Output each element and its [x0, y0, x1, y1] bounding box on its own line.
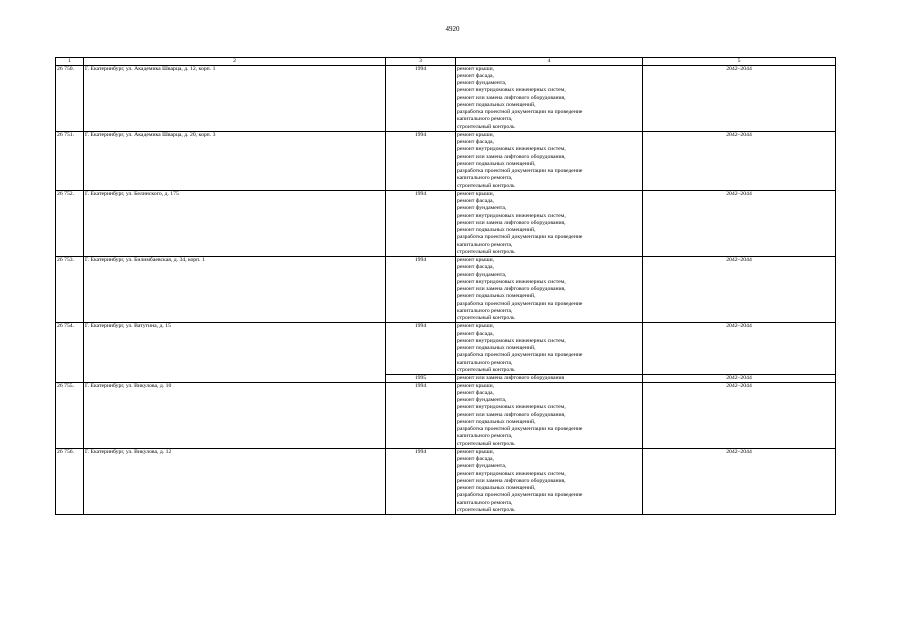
work-item: ремонт фасада, — [457, 389, 494, 396]
work-item: разработка проектной документации на проведение — [457, 234, 583, 241]
table-row — [56, 382, 836, 448]
column-header-3: 3 — [386, 58, 456, 66]
table-row — [56, 448, 836, 514]
work-item: разработка проектной документации на проведение — [457, 109, 583, 115]
work-item: ремонт крыши, — [457, 131, 495, 138]
work-item: ремонт фасада, — [457, 330, 494, 337]
table-body — [56, 58, 836, 515]
repair-period-cell: 2042–2044 — [643, 131, 836, 190]
work-item: строительный контроль — [457, 248, 515, 255]
repair-period-cell: 2042–2044 — [643, 190, 836, 256]
work-item: строительный контроль — [457, 506, 515, 513]
work-item: ремонт фундамента, — [457, 397, 507, 403]
work-item: ремонт подвальных помещений, — [457, 418, 536, 425]
repair-period-cell: 2042–2044 — [643, 448, 836, 514]
work-item: капитального ремонта, — [457, 359, 513, 366]
works-cell — [456, 375, 643, 383]
work-item: ремонт подвальных помещений, — [457, 345, 536, 351]
work-item: ремонт фундамента, — [457, 80, 507, 86]
work-item: ремонт крыши, — [457, 448, 495, 455]
address-cell: Г. Екатеринбург, ул. Викулова, д. 10 — [84, 382, 386, 448]
work-item: разработка проектной документации на проведение — [457, 426, 583, 432]
commission-year-cell: 1994 — [386, 190, 456, 256]
repair-period-cell: 2042–2044 — [643, 375, 836, 383]
repair-period-cell: 2042–2044 — [643, 257, 836, 323]
work-item: ремонт крыши, — [457, 323, 495, 330]
work-item: ремонт или замена лифтового оборудования, — [457, 411, 566, 418]
commission-year-cell: 1994 — [386, 382, 456, 448]
commission-year-cell: 1994 — [386, 448, 456, 514]
work-item: ремонт крыши, — [457, 382, 495, 389]
commission-year-cell: 1994 — [386, 131, 456, 190]
repair-period-cell: 2042–2044 — [643, 323, 836, 375]
work-item: строительный контроль — [457, 366, 515, 373]
work-item: ремонт или замена лифтового оборудования, — [457, 94, 566, 101]
works-cell — [456, 190, 643, 256]
work-item: ремонт внутридомовых инженерных систем, — [457, 470, 566, 477]
address-cell: Г. Екатеринбург, ул. Билимбаевская, д. 34, корп. 1 — [84, 257, 386, 323]
work-item: разработка проектной документации на проведение — [457, 352, 583, 359]
work-item: ремонт подвальных помещений, — [457, 101, 536, 108]
commission-year-cell: 1995 — [386, 375, 456, 383]
work-item: ремонт фасада, — [457, 264, 494, 271]
work-item: капитального ремонта, — [457, 241, 513, 248]
work-item: ремонт фасада, — [457, 72, 494, 79]
row-number-cell: 26 751. — [56, 131, 84, 190]
table-row — [56, 190, 836, 256]
table-row — [56, 323, 836, 375]
address-cell: Г. Екатеринбург, ул. Викулова, д. 12 — [84, 448, 386, 514]
repair-period-cell: 2042–2044 — [643, 65, 836, 131]
works-cell — [456, 323, 643, 375]
work-item: ремонт фасада, — [457, 198, 494, 204]
work-item: разработка проектной документации на проведение — [457, 492, 583, 499]
address-cell: Г. Екатеринбург, ул. Академика Шварца, д. 12, корп. 1 — [84, 65, 386, 131]
row-number-cell: 26 754. — [56, 323, 84, 382]
column-header-5: 5 — [643, 58, 836, 66]
works-cell — [456, 257, 643, 323]
work-item: капитального ремонта, — [457, 116, 513, 123]
work-item: строительный контроль — [457, 123, 515, 130]
work-item: ремонт подвальных помещений, — [457, 293, 536, 300]
address-cell: Г. Екатеринбург, ул. Академика Шварца, д. 20, корп. 3 — [84, 131, 386, 190]
row-number-cell: 26 756. — [56, 448, 84, 514]
work-item: ремонт фундамента, — [457, 205, 507, 212]
table-row — [56, 131, 836, 190]
work-item: ремонт или замена лифтового оборудования, — [457, 286, 566, 292]
work-item: капитального ремонта, — [457, 307, 513, 314]
work-item: ремонт внутридомовых инженерных систем, — [457, 146, 566, 153]
page-number: 4920 — [445, 25, 460, 33]
work-item: ремонт или замена лифтового оборудования, — [457, 477, 566, 484]
work-item: ремонт внутридомовых инженерных систем, — [457, 337, 566, 344]
works-cell — [456, 448, 643, 514]
address-cell: Г. Екатеринбург, ул. Ватутина, д. 15 — [84, 323, 386, 382]
work-item: ремонт внутридомовых инженерных систем, — [457, 87, 566, 94]
work-item: строительный контроль — [457, 440, 515, 447]
capital-repair-table — [55, 57, 836, 515]
work-item: ремонт крыши, — [457, 65, 495, 72]
works-cell — [456, 131, 643, 190]
work-item: ремонт или замена лифтового оборудования — [457, 375, 565, 381]
work-item: ремонт крыши, — [457, 190, 495, 197]
work-item: ремонт внутридомовых инженерных систем, — [457, 212, 566, 219]
work-item: ремонт внутридомовых инженерных систем, — [457, 404, 566, 411]
works-cell — [456, 65, 643, 131]
work-item: ремонт подвальных помещений, — [457, 227, 536, 233]
work-item: ремонт подвальных помещений, — [457, 160, 536, 167]
address-cell: Г. Екатеринбург, ул. Белинского, д. 175 — [84, 190, 386, 256]
work-item: ремонт фасада, — [457, 456, 494, 462]
row-number-cell: 26 752. — [56, 190, 84, 256]
work-item: ремонт или замена лифтового оборудования, — [457, 219, 566, 226]
work-item: ремонт или замена лифтового оборудования, — [457, 153, 566, 160]
work-item: капитального ремонта, — [457, 175, 513, 182]
work-item: ремонт фасада, — [457, 139, 494, 145]
repair-period-cell: 2042–2044 — [643, 382, 836, 448]
work-item: ремонт фундамента, — [457, 463, 507, 470]
commission-year-cell: 1994 — [386, 257, 456, 323]
column-header-2: 2 — [84, 58, 386, 66]
column-header-4: 4 — [456, 58, 643, 66]
row-number-cell: 26 755. — [56, 382, 84, 448]
commission-year-cell: 1994 — [386, 323, 456, 375]
work-item: строительный контроль — [457, 315, 515, 321]
work-item: строительный контроль — [457, 182, 515, 189]
table-row — [56, 257, 836, 323]
works-cell — [456, 382, 643, 448]
column-number-row — [56, 58, 836, 66]
work-item: разработка проектной документации на проведение — [457, 300, 583, 307]
work-item: ремонт подвальных помещений, — [457, 485, 536, 491]
commission-year-cell: 1994 — [386, 65, 456, 131]
row-number-cell: 26 750. — [56, 65, 84, 131]
work-item: ремонт внутридомовых инженерных систем, — [457, 278, 566, 285]
row-number-cell: 26 753. — [56, 257, 84, 323]
work-item: капитального ремонта, — [457, 499, 513, 506]
work-item: разработка проектной документации на проведение — [457, 168, 583, 174]
work-item: ремонт фундамента, — [457, 271, 507, 278]
work-item: капитального ремонта, — [457, 433, 513, 440]
table-row — [56, 65, 836, 131]
work-item: ремонт крыши, — [457, 257, 495, 263]
column-header-1: 1 — [56, 58, 84, 66]
